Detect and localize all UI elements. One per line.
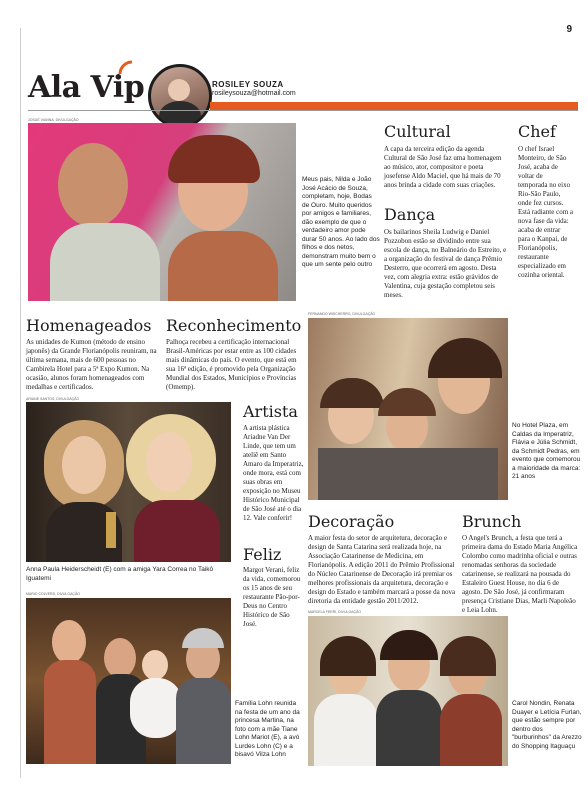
photo-credit: MARCELA FERRI, DIVULGAÇÃO bbox=[308, 610, 362, 614]
header-accent-bar bbox=[210, 102, 578, 110]
heading-feliz: Feliz bbox=[243, 545, 282, 564]
photo-trio bbox=[308, 616, 508, 766]
photo-three-women bbox=[308, 318, 508, 500]
text-homenageados: As unidades de Kumon (método de ensino japonês) da Grande Florianópolis reuniram, na última semana, mais de 600 pessoas no Cambirela Hotel para a 5ª Expo Kumon. Na ocasião, alunos foram homenageados com medalhas e certificados. bbox=[26, 338, 157, 391]
text-feliz: Margot Verani, feliz da vida, comemorou os 15 anos de seu restaurante Pão-por-Deus no Centro Histórico de São José. bbox=[243, 566, 301, 628]
author-name: ROSILEY SOUZA bbox=[212, 80, 284, 89]
text-chef: O chef Israel Monteiro, de São José, acaba de voltar de temporada no eixo Rio-São Paulo, onde fez cursos. Está radiante com a nova fase da vida: acaba de entrar para o Kanpai, de Florianópolis, restaurante especializado em cozinha oriental. bbox=[518, 145, 574, 279]
page-number: 9 bbox=[566, 24, 572, 35]
text-cultural: A capa da terceira edição da agenda Cultural de São José faz uma homenagem ao músico, ator, compositor e poeta josefense Aldo Maciel, que há mais de 70 anos brinda a cidade com suas criações. bbox=[384, 145, 502, 189]
photo-two-women bbox=[26, 402, 231, 562]
caption-two-women: Anna Paula Heiderscheidt (E) com a amiga Yara Correa no Taikô Iguatemi bbox=[26, 566, 214, 582]
text-decoracao: A maior festa do setor de arquitetura, decoração e design de Santa Catarina será realizada hoje, na Associação Catarinense de Medicina, em Florianópolis. A edição 2011 do Prêmio Profissional do Núcleo Catarinense de Decoração irá premiar os melhores profissionais da arquitetura, decoração e design do Estado e também marcará a posse da nova diretoria da entidade gestão 2011/2012. bbox=[308, 534, 456, 605]
photo-credit: ARIANE SANTOS, DIVULGAÇÃO bbox=[26, 397, 80, 401]
section-title: Ala Vip bbox=[28, 70, 145, 105]
photo-family bbox=[26, 598, 231, 764]
text-artista: A artista plástica Ariadne Van Der Linde, que tem um ateliê em Santo Amaro da Imperatriz, onde mora, está com suas obras em exposição no Museu Histórico Municipal de São José até o dia 12. Vale conferir! bbox=[243, 424, 304, 522]
heading-chef: Chef bbox=[518, 122, 556, 141]
heading-decoracao: Decoração bbox=[308, 512, 395, 531]
text-danca: Os bailarinos Sheila Ludwig e Daniel Pozzobon estão se dividindo entre sua escola de dança, no Balneário do Estreito, e a organização do festival de dança Prêmio Desterro, que ocorrerá em agosto. Desta vez, com alegria extra: estão grávidos de Valentina, cuja gestação completou seis meses. bbox=[384, 228, 507, 299]
caption-family: Família Lohn reunida na festa de um ano da princesa Martina, na foto com a mãe Tiane Lohn Mariot (E), a avó Lurdes Lohn (C) e a bisavó Vilza Lohn bbox=[235, 700, 300, 758]
heading-homenageados: Homenageados bbox=[26, 316, 152, 335]
photo-credit: MARIO COLVERD, DIVULGAÇÃO bbox=[26, 592, 81, 596]
heading-reconhecimento: Reconhecimento bbox=[166, 316, 302, 335]
text-reconhecimento: Palhoça recebeu a certificação internacional Brasil-Américas por estar entre as 100 cidades mais dinâmicas do país. O evento, que está em sua 16ª edição, é promovido pela Organização Mundial dos Estados, Municípios e Províncias (Omemp). bbox=[166, 338, 297, 391]
author-email: rosileysouza@hotmail.com bbox=[212, 90, 296, 97]
caption-three-women: No Hotel Plaza, em Caldas da Imperatriz, Flávia e Júlia Schmidt, da Schmidt Pedras, em evento que comemorou a maioridade da marca: 21 anos bbox=[512, 422, 581, 480]
heading-danca: Dança bbox=[384, 205, 436, 224]
header-divider bbox=[28, 110, 578, 111]
accent-arc-icon bbox=[118, 60, 134, 76]
caption-couple: Meus pais, Nilda e João José Acácio de Souza, completam, hoje, Bodas de Ouro. Muito queridos por amigos e familiares, dão exemplo de que o verdadeiro amor pode durar 50 anos. Ao lado dos filhos e dos netos, demonstram muito bem o que um sente pelo outro bbox=[302, 176, 380, 268]
caption-trio: Carol Nondin, Renata Duayer e Letícia Furlan, que estão sempre por dentro dos "burburinhos" da Arezzo do Shopping Itaguaçu bbox=[512, 700, 582, 750]
photo-credit: FERNANDO WISCHERRO, DIVULGAÇÃO bbox=[308, 312, 376, 316]
heading-brunch: Brunch bbox=[462, 512, 522, 531]
photo-credit: JOSUÉ VIANNA, DIVULGAÇÃO bbox=[28, 118, 79, 122]
column-rule bbox=[20, 28, 21, 778]
heading-cultural: Cultural bbox=[384, 122, 451, 141]
photo-couple bbox=[28, 123, 296, 301]
author-avatar bbox=[148, 64, 212, 128]
text-brunch: O Angel's Brunch, a festa que terá a primeira dama do Estado Maria Angélica Colombo como madrinha oficial e outras renomadas senhoras da sociedade catarinense, se realizará na pousada do Estaleiro Guest House, no dia 6 de agosto. De São José, já confirmaram presença Cristiane Dias, Marli Napoleão e Leia Lohn. bbox=[462, 534, 578, 614]
heading-artista: Artista bbox=[243, 402, 298, 421]
